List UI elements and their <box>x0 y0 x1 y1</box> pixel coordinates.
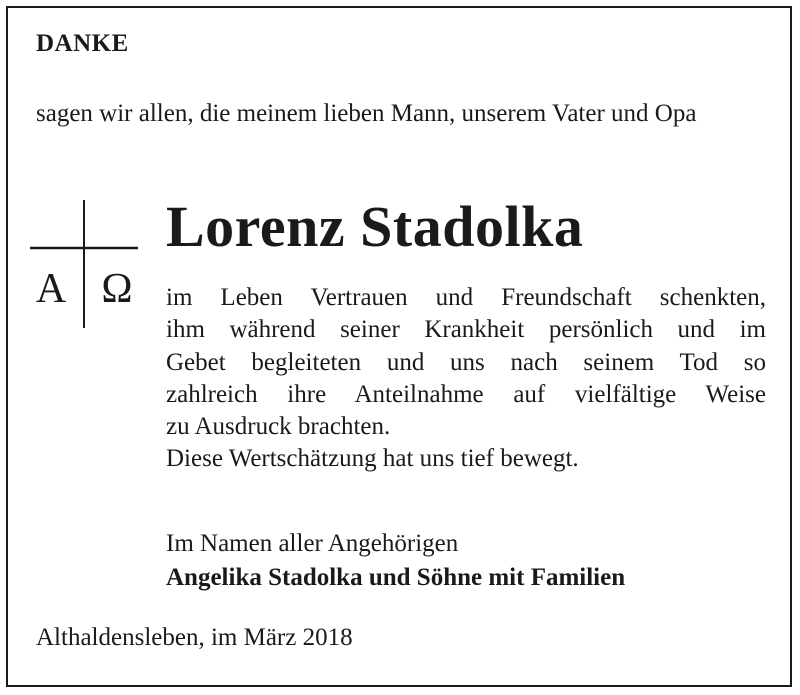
body-line: im Leben Vertrauen und Freundschaft schenkten, <box>166 284 766 311</box>
signature-names: Angelika Stadolka und Söhne mit Familien <box>166 564 626 591</box>
body-line: Gebet begleiteten und uns nach seinem Tod so <box>166 348 766 376</box>
intro-text: sagen wir allen, die meinem lieben Mann, unserem Vater und Opa <box>36 100 697 127</box>
body-line: zahlreich ihre Anteilnahme auf vielfältige Weise <box>166 380 766 408</box>
cross-alpha-omega-icon <box>28 200 146 330</box>
body-line: Diese Wertschätzung hat uns tief bewegt. <box>166 445 579 473</box>
gratitude-text <box>166 282 766 476</box>
body-line: zu Ausdruck brachten. <box>166 413 391 441</box>
notice-heading: DANKE <box>36 30 129 57</box>
omega-glyph: Ω <box>101 266 133 312</box>
body-line: ihm während seiner Krankheit persönlich und im <box>166 316 766 344</box>
signature-intro: Im Namen aller Angehörigen <box>166 530 459 557</box>
deceased-name: Lorenz Stadolka <box>166 194 584 259</box>
alpha-glyph: A <box>35 266 67 312</box>
place-date: Althaldensleben, im März 2018 <box>36 624 353 651</box>
